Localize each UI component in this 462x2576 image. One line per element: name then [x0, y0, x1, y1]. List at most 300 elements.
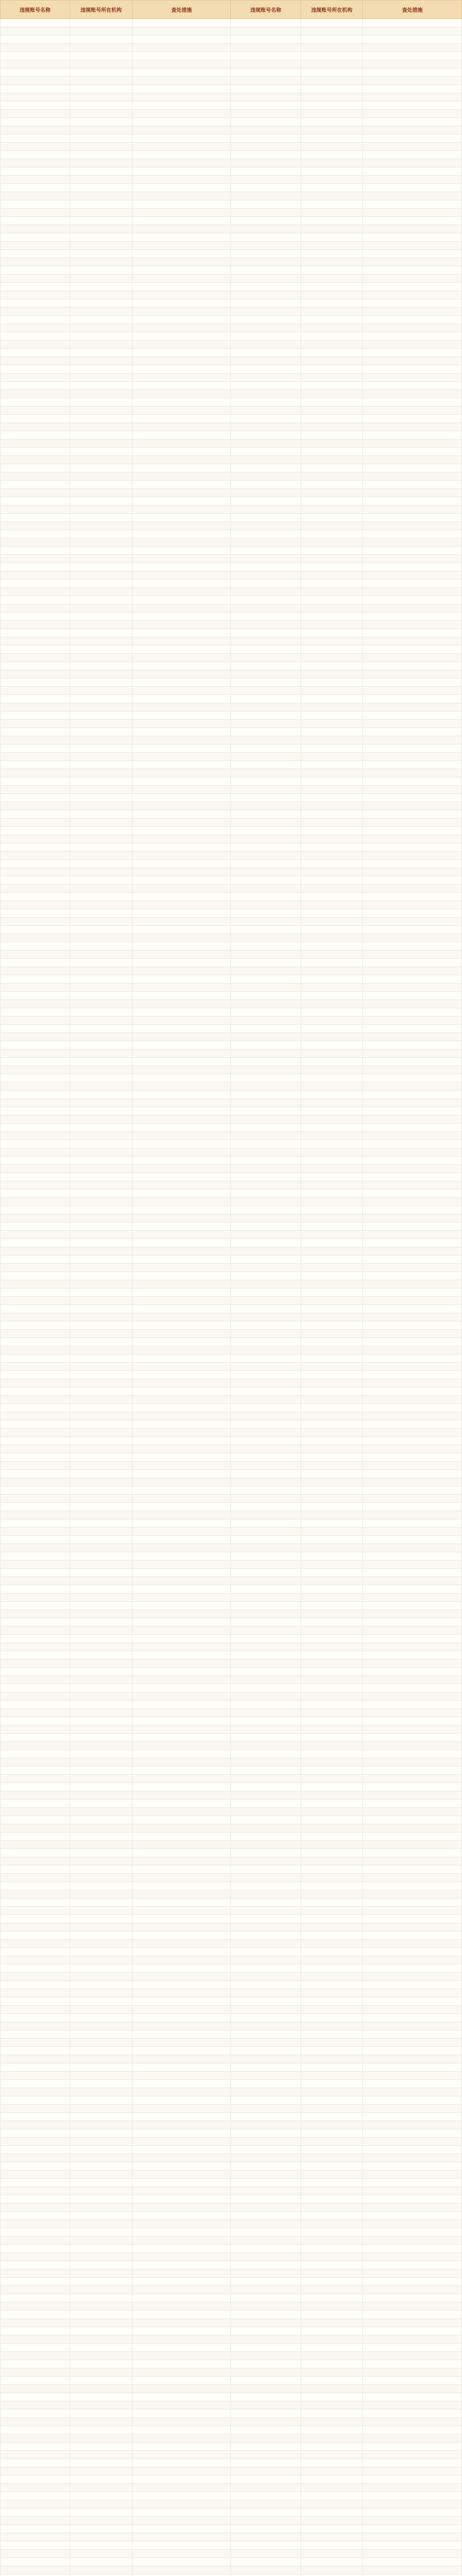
account-owner-cell-left: [70, 1528, 133, 1536]
action-cell-left: [132, 1272, 231, 1280]
account-owner-cell-left: [70, 720, 133, 728]
action-cell-right: [363, 1635, 462, 1643]
account-name-cell-left: [1, 1890, 70, 1899]
account-owner-cell-left: [70, 134, 133, 143]
action-cell-right: [363, 398, 462, 406]
account-owner-cell-left: [70, 2410, 133, 2418]
account-name-cell-right: [231, 1272, 301, 1280]
account-name-cell-left: [1, 2138, 70, 2146]
account-name-cell-right: [231, 60, 301, 69]
action-cell-right: [363, 1503, 462, 1511]
account-name-cell-right: [231, 1066, 301, 1074]
account-owner-cell-right: [301, 1008, 363, 1016]
account-name-cell-left: [1, 1899, 70, 1907]
action-cell-left: [132, 1989, 231, 1997]
table-row: [1, 2072, 462, 2080]
action-cell-right: [363, 1305, 462, 1313]
action-cell-left: [132, 134, 231, 143]
account-owner-cell-left: [70, 159, 133, 167]
table-row: [1, 151, 462, 159]
account-owner-cell-left: [70, 1824, 133, 1833]
account-owner-cell-left: [70, 1857, 133, 1866]
table-row: [1, 621, 462, 629]
account-name-cell-right: [231, 835, 301, 843]
account-owner-cell-left: [70, 1486, 133, 1495]
header-account-name-right: 违规账号名称: [231, 1, 301, 19]
action-cell-right: [363, 1346, 462, 1354]
account-name-cell-left: [1, 2418, 70, 2426]
account-name-cell-right: [231, 2146, 301, 2154]
table-row: [1, 1742, 462, 1750]
table-row: [1, 1857, 462, 1866]
account-owner-cell-left: [70, 2088, 133, 2096]
account-owner-cell-right: [301, 2377, 363, 2385]
account-name-cell-left: [1, 1346, 70, 1354]
action-cell-right: [363, 1462, 462, 1470]
account-name-cell-right: [231, 448, 301, 456]
action-cell-left: [132, 1486, 231, 1495]
account-name-cell-right: [231, 885, 301, 893]
table-row: [1, 2566, 462, 2574]
table-row: [1, 786, 462, 794]
account-name-cell-left: [1, 242, 70, 250]
account-owner-cell-left: [70, 1552, 133, 1561]
account-owner-cell-left: [70, 2278, 133, 2286]
action-cell-right: [363, 1956, 462, 1964]
account-name-cell-right: [231, 2344, 301, 2352]
account-owner-cell-left: [70, 2236, 133, 2245]
action-cell-left: [132, 349, 231, 357]
action-cell-right: [363, 555, 462, 563]
account-name-cell-left: [1, 1536, 70, 1544]
table-row: [1, 374, 462, 382]
table-row: [1, 69, 462, 77]
account-name-cell-right: [231, 1041, 301, 1049]
account-owner-cell-right: [301, 1321, 363, 1330]
account-name-cell-right: [231, 2401, 301, 2410]
action-cell-right: [363, 530, 462, 538]
action-cell-right: [363, 827, 462, 835]
action-cell-right: [363, 2030, 462, 2039]
table-row: [1, 1635, 462, 1643]
account-name-cell-right: [231, 2030, 301, 2039]
account-name-cell-left: [1, 1297, 70, 1305]
action-cell-right: [363, 472, 462, 481]
account-owner-cell-right: [301, 580, 363, 588]
action-cell-left: [132, 753, 231, 761]
account-owner-cell-right: [301, 1058, 363, 1066]
account-name-cell-left: [1, 159, 70, 167]
action-cell-left: [132, 2261, 231, 2269]
action-cell-left: [132, 662, 231, 670]
account-name-cell-right: [231, 266, 301, 275]
account-owner-cell-left: [70, 1058, 133, 1066]
table-row: [1, 1808, 462, 1816]
account-owner-cell-left: [70, 1082, 133, 1091]
action-cell-left: [132, 2311, 231, 2319]
action-cell-right: [363, 1750, 462, 1758]
account-name-cell-right: [231, 1346, 301, 1354]
action-cell-right: [363, 1420, 462, 1429]
action-cell-right: [363, 720, 462, 728]
table-row: [1, 736, 462, 744]
account-name-cell-right: [231, 233, 301, 242]
account-name-cell-left: [1, 1833, 70, 1841]
table-row: [1, 431, 462, 439]
account-owner-cell-left: [70, 439, 133, 448]
table-row: [1, 843, 462, 852]
account-owner-cell-right: [301, 934, 363, 942]
table-row: [1, 1486, 462, 1495]
account-name-cell-right: [231, 316, 301, 324]
account-name-cell-left: [1, 2500, 70, 2509]
table-row: [1, 711, 462, 720]
action-cell-left: [132, 621, 231, 629]
account-name-cell-right: [231, 101, 301, 110]
account-owner-cell-left: [70, 1709, 133, 1717]
account-name-cell-right: [231, 192, 301, 200]
action-cell-left: [132, 687, 231, 695]
account-owner-cell-right: [301, 670, 363, 679]
account-owner-cell-left: [70, 2195, 133, 2204]
action-cell-right: [363, 2171, 462, 2179]
account-name-cell-left: [1, 184, 70, 192]
table-row: [1, 2517, 462, 2525]
account-owner-cell-right: [301, 1709, 363, 1717]
table-row: [1, 1033, 462, 1041]
account-name-cell-left: [1, 1841, 70, 1849]
account-name-cell-left: [1, 934, 70, 942]
action-cell-left: [132, 2063, 231, 2072]
account-owner-cell-right: [301, 2294, 363, 2302]
account-name-cell-left: [1, 233, 70, 242]
account-owner-cell-right: [301, 1025, 363, 1033]
account-owner-cell-left: [70, 1594, 133, 1602]
table-row: [1, 1684, 462, 1692]
account-owner-cell-left: [70, 431, 133, 439]
account-owner-cell-left: [70, 118, 133, 126]
action-cell-right: [363, 522, 462, 530]
account-name-cell-left: [1, 1256, 70, 1264]
account-name-cell-right: [231, 2443, 301, 2451]
table-row: [1, 1379, 462, 1387]
account-name-cell-right: [231, 1157, 301, 1165]
action-cell-left: [132, 69, 231, 77]
action-cell-left: [132, 1025, 231, 1033]
account-owner-cell-left: [70, 2179, 133, 2187]
table-row: [1, 1931, 462, 1940]
action-cell-right: [363, 2418, 462, 2426]
account-owner-cell-left: [70, 2558, 133, 2566]
account-name-cell-right: [231, 1841, 301, 1849]
account-name-cell-right: [231, 720, 301, 728]
account-name-cell-right: [231, 843, 301, 852]
action-cell-left: [132, 2212, 231, 2220]
table-row: [1, 1495, 462, 1503]
account-name-cell-left: [1, 2533, 70, 2541]
account-name-cell-left: [1, 1453, 70, 1462]
account-name-cell-left: [1, 2393, 70, 2401]
header-account-owner-right: 违规账号所在机构: [301, 1, 363, 19]
account-name-cell-left: [1, 406, 70, 415]
account-owner-cell-left: [70, 1173, 133, 1181]
account-name-cell-right: [231, 2459, 301, 2467]
account-owner-cell-right: [301, 1964, 363, 1973]
account-name-cell-left: [1, 1552, 70, 1561]
action-cell-right: [363, 44, 462, 52]
action-cell-right: [363, 2517, 462, 2525]
action-cell-left: [132, 406, 231, 415]
account-name-cell-right: [231, 1016, 301, 1025]
account-name-cell-left: [1, 2022, 70, 2030]
account-name-cell-right: [231, 992, 301, 1000]
table-row: [1, 984, 462, 992]
action-cell-right: [363, 1445, 462, 1453]
action-cell-right: [363, 1857, 462, 1866]
action-cell-right: [363, 1610, 462, 1618]
account-name-cell-left: [1, 1709, 70, 1717]
action-cell-left: [132, 2179, 231, 2187]
action-cell-left: [132, 283, 231, 291]
action-cell-left: [132, 1363, 231, 1371]
table-row: [1, 2030, 462, 2039]
action-cell-right: [363, 1767, 462, 1775]
action-cell-right: [363, 1536, 462, 1544]
account-owner-cell-left: [70, 1289, 133, 1297]
table-row: [1, 19, 462, 27]
action-cell-right: [363, 1849, 462, 1857]
action-cell-right: [363, 2525, 462, 2533]
account-owner-cell-right: [301, 1800, 363, 1808]
action-cell-left: [132, 720, 231, 728]
account-name-cell-right: [231, 1561, 301, 1569]
account-owner-cell-left: [70, 802, 133, 810]
account-name-cell-left: [1, 637, 70, 646]
action-cell-left: [132, 835, 231, 843]
action-cell-left: [132, 728, 231, 736]
table-row: [1, 176, 462, 184]
account-owner-cell-right: [301, 1462, 363, 1470]
account-owner-cell-left: [70, 1165, 133, 1173]
account-name-cell-left: [1, 1486, 70, 1495]
account-name-cell-right: [231, 1899, 301, 1907]
header-account-owner-left: 违规账号所在机构: [70, 1, 133, 19]
account-name-cell-left: [1, 753, 70, 761]
account-owner-cell-left: [70, 2385, 133, 2393]
action-cell-left: [132, 415, 231, 423]
table-row: [1, 703, 462, 711]
table-row: [1, 1206, 462, 1214]
account-name-cell-right: [231, 1313, 301, 1321]
action-cell-left: [132, 217, 231, 225]
action-cell-right: [363, 819, 462, 827]
account-owner-cell-right: [301, 1981, 363, 1989]
account-name-cell-left: [1, 448, 70, 456]
account-name-cell-left: [1, 2228, 70, 2236]
table-row: [1, 580, 462, 588]
account-name-cell-left: [1, 27, 70, 36]
action-cell-right: [363, 390, 462, 398]
account-name-cell-right: [231, 1585, 301, 1594]
table-row: [1, 1453, 462, 1462]
account-name-cell-right: [231, 365, 301, 374]
account-name-cell-right: [231, 2113, 301, 2121]
account-owner-cell-left: [70, 596, 133, 604]
account-owner-cell-right: [301, 621, 363, 629]
account-name-cell-left: [1, 1997, 70, 2006]
account-owner-cell-right: [301, 629, 363, 637]
action-cell-right: [363, 2509, 462, 2517]
account-name-cell-left: [1, 744, 70, 753]
table-row: [1, 959, 462, 967]
account-name-cell-right: [231, 1214, 301, 1223]
table-row: [1, 992, 462, 1000]
account-owner-cell-left: [70, 1025, 133, 1033]
table-row: [1, 184, 462, 192]
account-name-cell-left: [1, 2088, 70, 2096]
action-cell-left: [132, 36, 231, 44]
action-cell-right: [363, 93, 462, 101]
action-cell-right: [363, 1676, 462, 1684]
action-cell-right: [363, 1264, 462, 1272]
action-cell-right: [363, 1387, 462, 1396]
action-cell-left: [132, 868, 231, 876]
account-owner-cell-left: [70, 1256, 133, 1264]
action-cell-left: [132, 126, 231, 134]
account-owner-cell-left: [70, 2039, 133, 2047]
account-owner-cell-right: [301, 2467, 363, 2476]
account-name-cell-right: [231, 1569, 301, 1577]
account-name-cell-right: [231, 308, 301, 316]
action-cell-right: [363, 679, 462, 687]
account-owner-cell-left: [70, 1379, 133, 1387]
account-owner-cell-left: [70, 1272, 133, 1280]
table-row: [1, 1602, 462, 1610]
action-cell-left: [132, 604, 231, 613]
account-owner-cell-right: [301, 2171, 363, 2179]
account-owner-cell-left: [70, 1239, 133, 1247]
action-cell-left: [132, 1742, 231, 1750]
action-cell-left: [132, 390, 231, 398]
account-owner-cell-right: [301, 275, 363, 283]
table-row: [1, 1997, 462, 2006]
account-name-cell-right: [231, 1198, 301, 1206]
account-name-cell-left: [1, 1511, 70, 1519]
table-row: [1, 1874, 462, 1882]
account-name-cell-left: [1, 1758, 70, 1767]
account-name-cell-right: [231, 36, 301, 44]
table-row: [1, 1626, 462, 1635]
account-owner-cell-left: [70, 1602, 133, 1610]
account-owner-cell-left: [70, 1997, 133, 2006]
account-name-cell-left: [1, 2377, 70, 2385]
action-cell-left: [132, 1412, 231, 1420]
account-owner-cell-left: [70, 2212, 133, 2220]
table-row: [1, 2426, 462, 2434]
account-name-cell-right: [231, 382, 301, 390]
action-cell-left: [132, 2459, 231, 2467]
account-owner-cell-left: [70, 1808, 133, 1816]
account-name-cell-right: [231, 1453, 301, 1462]
table-row: [1, 2352, 462, 2360]
table-row: [1, 975, 462, 984]
action-cell-left: [132, 596, 231, 604]
account-name-cell-right: [231, 1495, 301, 1503]
action-cell-right: [363, 283, 462, 291]
table-row: [1, 1115, 462, 1124]
account-owner-cell-right: [301, 2302, 363, 2311]
action-cell-right: [363, 200, 462, 209]
account-name-cell-left: [1, 1429, 70, 1437]
table-row: [1, 852, 462, 860]
account-name-cell-right: [231, 1874, 301, 1882]
account-owner-cell-right: [301, 1585, 363, 1594]
account-name-cell-left: [1, 2476, 70, 2484]
account-name-cell-left: [1, 679, 70, 687]
account-name-cell-left: [1, 2410, 70, 2418]
action-cell-left: [132, 242, 231, 250]
account-owner-cell-right: [301, 1767, 363, 1775]
account-owner-cell-right: [301, 2550, 363, 2558]
action-cell-right: [363, 2443, 462, 2451]
account-name-cell-right: [231, 2352, 301, 2360]
action-cell-right: [363, 538, 462, 547]
account-owner-cell-right: [301, 167, 363, 176]
account-name-cell-left: [1, 1725, 70, 1734]
account-owner-cell-left: [70, 1923, 133, 1931]
table-row: [1, 1025, 462, 1033]
account-name-cell-left: [1, 1940, 70, 1948]
account-name-cell-right: [231, 1948, 301, 1956]
action-cell-left: [132, 1033, 231, 1041]
account-owner-cell-left: [70, 2055, 133, 2063]
table-row: [1, 2410, 462, 2418]
account-owner-cell-left: [70, 1536, 133, 1544]
account-name-cell-left: [1, 423, 70, 431]
table-row: [1, 1890, 462, 1899]
action-cell-right: [363, 1231, 462, 1239]
table-row: [1, 2138, 462, 2146]
action-cell-left: [132, 316, 231, 324]
account-name-cell-right: [231, 637, 301, 646]
action-cell-right: [363, 365, 462, 374]
account-name-cell-left: [1, 868, 70, 876]
account-owner-cell-left: [70, 2080, 133, 2088]
action-cell-right: [363, 1495, 462, 1503]
action-cell-right: [363, 456, 462, 464]
account-owner-cell-left: [70, 794, 133, 802]
account-name-cell-right: [231, 1692, 301, 1701]
account-owner-cell-right: [301, 951, 363, 959]
account-owner-cell-right: [301, 646, 363, 654]
table-row: [1, 2154, 462, 2162]
action-cell-left: [132, 646, 231, 654]
account-name-cell-right: [231, 1635, 301, 1643]
action-cell-left: [132, 613, 231, 621]
account-name-cell-left: [1, 1989, 70, 1997]
account-owner-cell-left: [70, 1907, 133, 1915]
account-name-cell-right: [231, 893, 301, 901]
action-cell-right: [363, 1124, 462, 1132]
table-row: [1, 1066, 462, 1074]
action-cell-left: [132, 439, 231, 448]
action-cell-right: [363, 646, 462, 654]
account-owner-cell-right: [301, 1165, 363, 1173]
account-name-cell-right: [231, 1931, 301, 1940]
account-owner-cell-right: [301, 1940, 363, 1948]
action-cell-right: [363, 2105, 462, 2113]
account-owner-cell-right: [301, 1157, 363, 1165]
